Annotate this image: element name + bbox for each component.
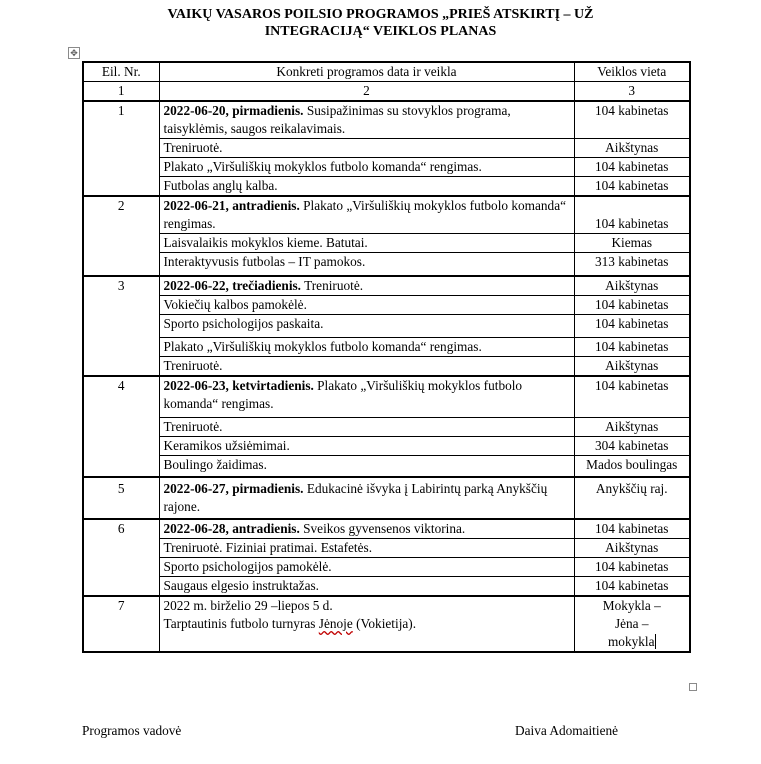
place-cell: 104 kabinetas bbox=[574, 196, 690, 234]
text-cursor[interactable]: mokykla bbox=[607, 634, 655, 649]
table-numbering-row bbox=[83, 82, 690, 102]
activity-text: Plakato „Viršuliškių mokyklos futbolo komanda“ rengimas. bbox=[163, 378, 523, 411]
place-cell: 104 kabinetas bbox=[574, 101, 690, 139]
activity-date: 2022-06-22, trečiadienis. bbox=[163, 278, 302, 293]
table-row bbox=[83, 177, 690, 197]
place-cell: 104 kabinetas bbox=[574, 338, 690, 357]
table-row bbox=[83, 519, 690, 539]
spellcheck-word: Jėnoje bbox=[318, 616, 353, 631]
row-number: 6 bbox=[83, 519, 159, 596]
place-cell: Aikštynas bbox=[574, 357, 690, 377]
place-cell: Aikštynas bbox=[574, 418, 690, 437]
table-row bbox=[83, 477, 690, 519]
place-line: Mokykla – bbox=[602, 598, 661, 613]
activity-cell: Futbolas anglų kalba. bbox=[159, 177, 574, 197]
activity-date: 2022-06-21, antradienis. bbox=[163, 198, 300, 213]
row-number: 3 bbox=[83, 276, 159, 376]
table-move-handle-icon[interactable]: ✥ bbox=[68, 47, 80, 59]
place-cell: Aikštynas bbox=[574, 139, 690, 158]
activity-cell: Plakato „Viršuliškių mokyklos futbolo komanda“ rengimas. bbox=[159, 158, 574, 177]
activity-date: 2022-06-27, pirmadienis. bbox=[163, 481, 304, 496]
activity-text-line bbox=[164, 615, 570, 633]
table-row bbox=[83, 338, 690, 357]
footer-name: Daiva Adomaitienė bbox=[515, 723, 619, 738]
activity-text: Sveikos gyvensenos viktorina. bbox=[299, 521, 466, 536]
activity-text: Treniruotė. bbox=[301, 278, 364, 293]
activity-cell bbox=[159, 196, 574, 234]
activity-text: Edukacinė išvyka į Labirintų parką Anykščių rajone. bbox=[163, 481, 548, 514]
numbering-3: 3 bbox=[574, 82, 690, 102]
footer-role: Programos vadovė bbox=[82, 723, 182, 738]
activity-cell: Boulingo žaidimas. bbox=[159, 456, 574, 478]
place-cell: 104 kabinetas bbox=[574, 177, 690, 197]
place-cell: Aikštynas bbox=[574, 276, 690, 296]
activity-plan-table bbox=[82, 61, 691, 653]
table-resize-handle-icon[interactable] bbox=[689, 683, 697, 691]
place-cell bbox=[574, 596, 690, 652]
activity-dates-line: 2022 m. birželio 29 –liepos 5 d. bbox=[163, 598, 333, 613]
place-cell: 104 kabinetas bbox=[574, 577, 690, 597]
activity-cell: Treniruotė. bbox=[159, 139, 574, 158]
activity-cell: Laisvalaikis mokyklos kieme. Batutai. bbox=[159, 234, 574, 253]
activity-text: Plakato „Viršuliškių mokyklos futbolo komanda“ rengimas. bbox=[163, 198, 567, 231]
table-row bbox=[83, 234, 690, 253]
table-row bbox=[83, 558, 690, 577]
row-number: 1 bbox=[83, 101, 159, 196]
place-line: Jėna – bbox=[614, 616, 649, 631]
table-row bbox=[83, 196, 690, 234]
activity-date: 2022-06-28, antradienis. bbox=[163, 521, 300, 536]
activity-text: Tarptautinis futbolo turnyras bbox=[163, 616, 319, 631]
table-row bbox=[83, 437, 690, 456]
place-cell: 304 kabinetas bbox=[574, 437, 690, 456]
numbering-1: 1 bbox=[83, 82, 159, 102]
activity-cell: Vokiečių kalbos pamokėlė. bbox=[159, 296, 574, 315]
table-row bbox=[83, 376, 690, 418]
activity-cell bbox=[159, 477, 574, 519]
row-number: 5 bbox=[83, 477, 159, 519]
table-row bbox=[83, 101, 690, 139]
place-cell: Kiemas bbox=[574, 234, 690, 253]
activity-cell: Treniruotė. bbox=[159, 357, 574, 377]
place-cell: 104 kabinetas bbox=[574, 519, 690, 539]
table-row bbox=[83, 539, 690, 558]
place-cell: 104 kabinetas bbox=[574, 376, 690, 418]
table-row bbox=[83, 296, 690, 315]
header-place: Veiklos vieta bbox=[574, 62, 690, 82]
header-nr: Eil. Nr. bbox=[83, 62, 159, 82]
table-row bbox=[83, 315, 690, 338]
activity-cell: Treniruotė. bbox=[159, 418, 574, 437]
place-cell: 104 kabinetas bbox=[574, 558, 690, 577]
activity-cell: Saugaus elgesio instruktažas. bbox=[159, 577, 574, 597]
document-title bbox=[0, 6, 761, 40]
activity-date: 2022-06-20, pirmadienis. bbox=[163, 103, 304, 118]
table-row bbox=[83, 596, 690, 652]
place-cell: 104 kabinetas bbox=[574, 158, 690, 177]
activity-date: 2022-06-23, ketvirtadienis. bbox=[163, 378, 314, 393]
table-header-row bbox=[83, 62, 690, 82]
table-row bbox=[83, 253, 690, 277]
row-number: 2 bbox=[83, 196, 159, 276]
activity-text: (Vokietija). bbox=[352, 616, 417, 631]
place-line bbox=[579, 633, 686, 651]
activity-cell: Interaktyvusis futbolas – IT pamokos. bbox=[159, 253, 574, 277]
table-row bbox=[83, 276, 690, 296]
activity-cell: Sporto psichologijos paskaita. bbox=[159, 315, 574, 338]
place-cell: 104 kabinetas bbox=[574, 296, 690, 315]
table-row bbox=[83, 139, 690, 158]
row-number: 4 bbox=[83, 376, 159, 477]
activity-cell: Sporto psichologijos pamokėlė. bbox=[159, 558, 574, 577]
activity-text: Susipažinimas su stovyklos programa, taisyklėmis, saugos reikalavimais. bbox=[163, 103, 511, 136]
activity-cell bbox=[159, 596, 574, 652]
activity-cell: Treniruotė. Fiziniai pratimai. Estafetės. bbox=[159, 539, 574, 558]
table-row bbox=[83, 577, 690, 597]
place-cell: Mados boulingas bbox=[574, 456, 690, 478]
place-cell: 104 kabinetas bbox=[574, 315, 690, 338]
activity-cell: Plakato „Viršuliškių mokyklos futbolo komanda“ rengimas. bbox=[159, 338, 574, 357]
title-line-2: INTEGRACIJĄ“ VEIKLOS PLANAS bbox=[264, 24, 497, 39]
activity-cell bbox=[159, 276, 574, 296]
place-cell: 313 kabinetas bbox=[574, 253, 690, 277]
numbering-2: 2 bbox=[159, 82, 574, 102]
row-number: 7 bbox=[83, 596, 159, 652]
activity-cell: Keramikos užsiėmimai. bbox=[159, 437, 574, 456]
place-cell: Aikštynas bbox=[574, 539, 690, 558]
activity-cell bbox=[159, 376, 574, 418]
place-cell: Anykščių raj. bbox=[574, 477, 690, 519]
table-row bbox=[83, 357, 690, 377]
title-line-1: VAIKŲ VASAROS POILSIO PROGRAMOS „PRIEŠ ATSKIRTĮ – UŽ bbox=[167, 7, 594, 22]
activity-cell bbox=[159, 519, 574, 539]
table-row bbox=[83, 158, 690, 177]
table-row bbox=[83, 418, 690, 437]
header-activity: Konkreti programos data ir veikla bbox=[159, 62, 574, 82]
table-row bbox=[83, 456, 690, 478]
activity-cell bbox=[159, 101, 574, 139]
